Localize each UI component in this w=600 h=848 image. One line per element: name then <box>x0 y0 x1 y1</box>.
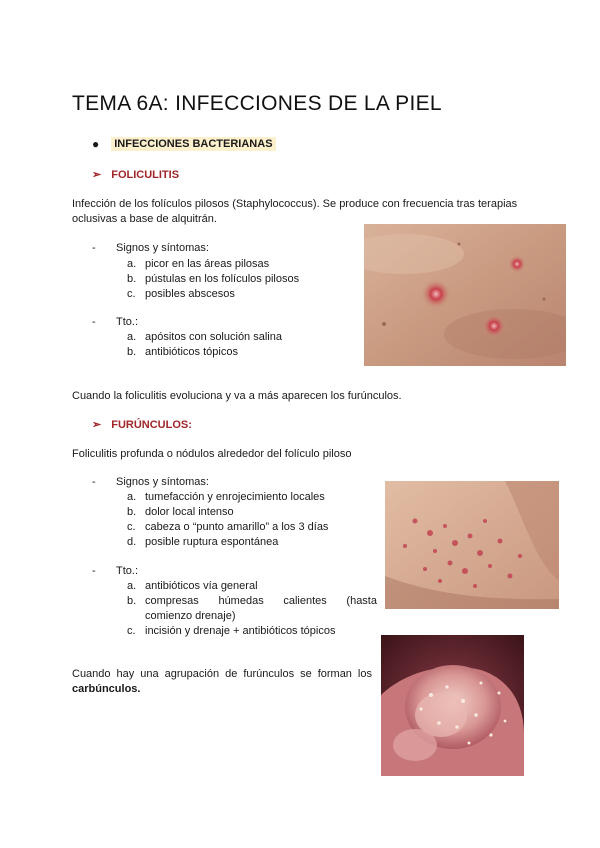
foliculitis-outro: Cuando la foliculitis evoluciona y va a más aparecen los furúnculos. <box>72 390 402 402</box>
list-item <box>127 287 357 302</box>
list-item-text: apósitos con solución salina <box>145 331 282 343</box>
foliculitis-tto-list <box>127 330 357 360</box>
carbunculos-term: carbúnculos. <box>72 683 141 695</box>
list-item <box>127 257 357 272</box>
forunculos-photo <box>385 481 559 609</box>
list-marker: d. <box>127 536 137 548</box>
list-marker: b. <box>127 273 137 285</box>
list-item <box>127 345 357 360</box>
list-item <box>127 490 377 505</box>
section-heading <box>92 137 276 151</box>
list-item <box>127 520 377 535</box>
forunculos-tto-list <box>127 579 377 639</box>
forunculos-tto-label: Tto.: <box>116 565 139 577</box>
list-item-text: dolor local intenso <box>145 506 234 518</box>
list-marker: c. <box>127 521 136 533</box>
list-item <box>127 505 377 520</box>
list-item <box>127 272 357 287</box>
list-item-text: posibles abscesos <box>145 288 235 300</box>
list-marker: a. <box>127 331 137 343</box>
foliculitis-tto-heading <box>92 316 138 328</box>
forunculos-tto-heading <box>92 565 138 577</box>
list-marker: c. <box>127 625 136 637</box>
forunculos-signos-list <box>127 490 377 550</box>
page-title: TEMA 6A: INFECCIONES DE LA PIEL <box>72 92 442 115</box>
list-item <box>127 624 377 639</box>
carbunculos-photo <box>381 635 524 776</box>
dash-icon: - <box>92 565 96 577</box>
foliculitis-signos-heading <box>92 242 209 254</box>
list-item-text: antibióticos tópicos <box>145 346 238 358</box>
section-heading-label: INFECCIONES BACTERIANAS <box>111 137 275 151</box>
list-marker: b. <box>127 346 137 358</box>
foliculitis-heading <box>92 168 179 181</box>
arrow-icon: ➢ <box>92 169 102 181</box>
list-item <box>127 594 377 624</box>
foliculitis-photo <box>364 224 566 366</box>
foliculitis-tto-label: Tto.: <box>116 316 139 328</box>
forunculos-signos-heading <box>92 476 209 488</box>
list-item-text: picor en las áreas pilosas <box>145 258 270 270</box>
list-item <box>127 330 357 345</box>
arrow-icon: ➢ <box>92 419 102 431</box>
dash-icon: - <box>92 476 96 488</box>
list-item-text: tumefacción y enrojecimiento locales <box>145 491 325 503</box>
carbunculos-paragraph <box>72 667 372 697</box>
list-marker: a. <box>127 580 137 592</box>
list-item-text: compresas húmedas calientes (hasta comienzo drenaje) <box>145 595 377 622</box>
list-marker: a. <box>127 258 137 270</box>
forunculos-intro: Foliculitis profunda o nódulos alrededor del folículo piloso <box>72 448 352 460</box>
list-item-text: antibióticos vía general <box>145 580 258 592</box>
dash-icon: - <box>92 242 96 254</box>
list-item-text: pústulas en los folículos pilosos <box>145 273 300 285</box>
foliculitis-signos-list <box>127 257 357 302</box>
list-item-text: posible ruptura espontánea <box>145 536 279 548</box>
list-item-text: incisión y drenaje + antibióticos tópicos <box>145 625 336 637</box>
list-marker: b. <box>127 506 137 518</box>
list-item-text: cabeza o “punto amarillo” a los 3 días <box>145 521 329 533</box>
carbunculos-text: Cuando hay una agrupación de furúnculos se forman los <box>72 668 372 680</box>
list-marker: b. <box>127 595 137 607</box>
foliculitis-signos-label: Signos y síntomas: <box>116 242 209 254</box>
forunculos-heading-label: FURÚNCULOS: <box>111 418 192 431</box>
list-item <box>127 535 377 550</box>
foliculitis-intro: Infección de los folículos pilosos (Staphylococcus). Se produce con frecuencia tras terapias oclusivas a base de alquitrán. <box>72 198 518 225</box>
forunculos-signos-label: Signos y síntomas: <box>116 476 209 488</box>
list-marker: a. <box>127 491 137 503</box>
list-marker: c. <box>127 288 136 300</box>
dash-icon: - <box>92 316 96 328</box>
bullet-icon: ● <box>92 137 100 151</box>
foliculitis-heading-label: FOLICULITIS <box>111 168 180 181</box>
list-item <box>127 579 377 594</box>
forunculos-heading <box>92 418 192 431</box>
